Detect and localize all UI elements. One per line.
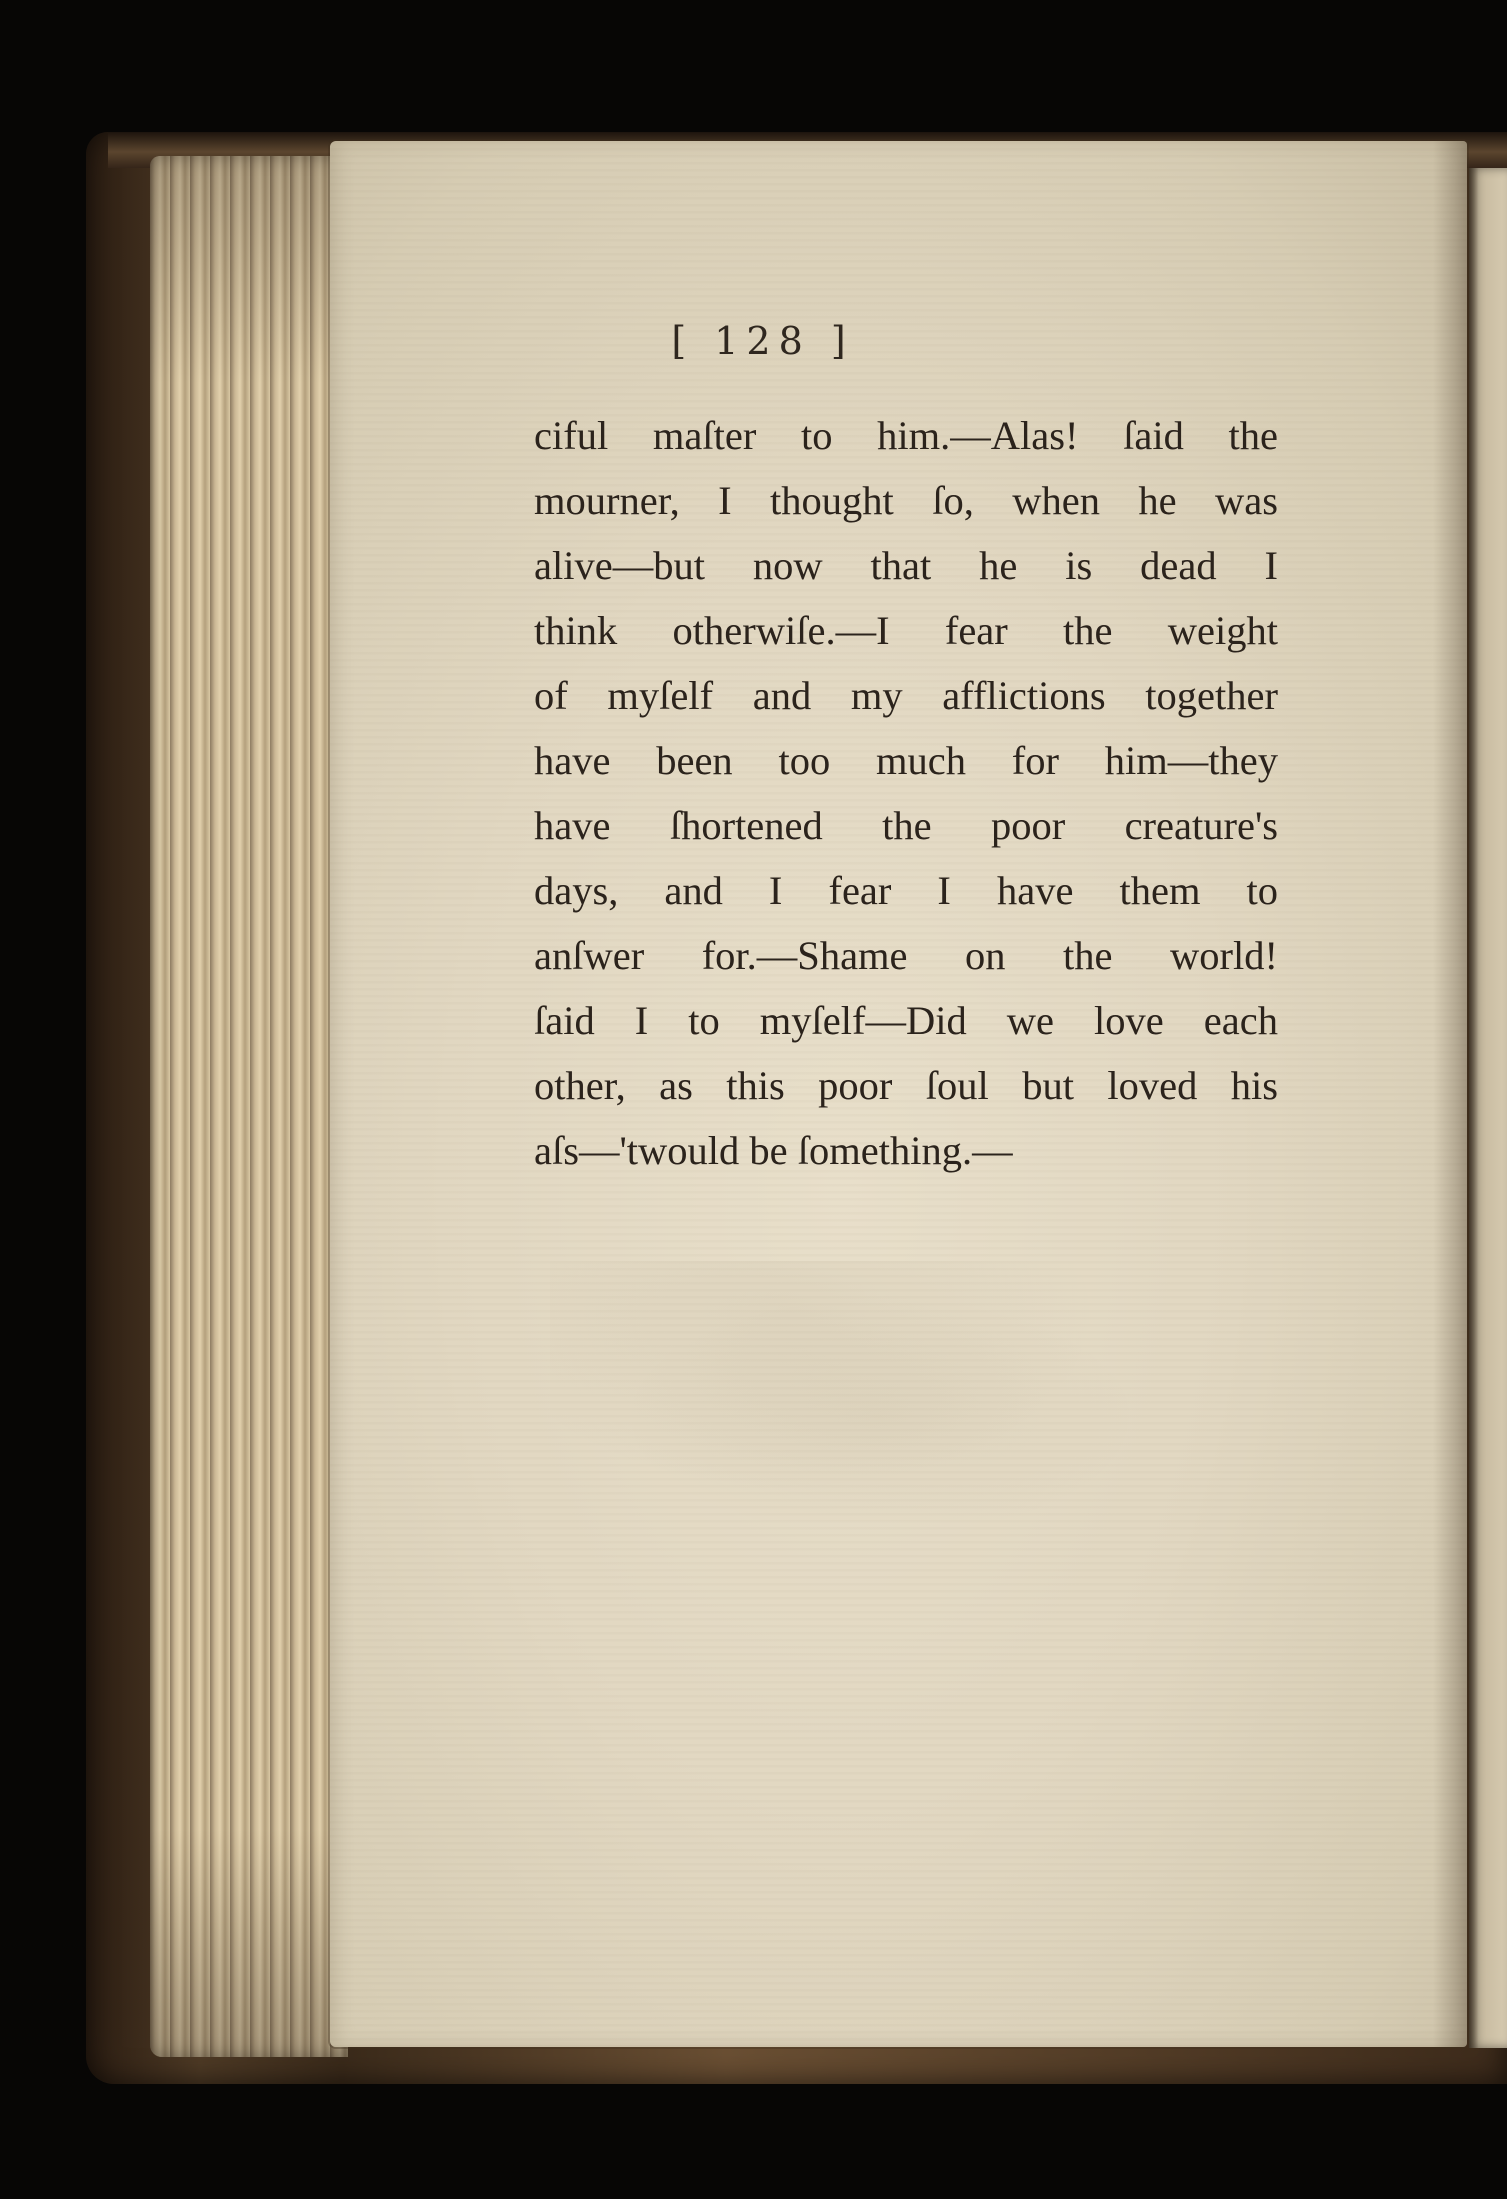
book-page xyxy=(330,141,1467,2047)
facing-page-edge xyxy=(1469,168,1507,2048)
page-number-header: [ 128 ] xyxy=(671,319,854,363)
gutter-shadow xyxy=(1433,141,1467,2047)
text-line: think otherwiſe.—I fear the weight xyxy=(534,608,1278,653)
text-line: ſaid I to myſelf—Did we love each xyxy=(534,998,1278,1043)
text-line: have been too much for him—they xyxy=(534,738,1278,783)
page-edges xyxy=(150,156,348,2057)
text-line: other, as this poor ſoul but loved his xyxy=(534,1063,1278,1108)
text-line: have ſhortened the poor creature's xyxy=(534,803,1278,848)
text-line: mourner, I thought ſo, when he was xyxy=(534,478,1278,523)
text-line: alive—but now that he is dead I xyxy=(534,543,1278,588)
text-line: of myſelf and my afflictions together xyxy=(534,673,1278,718)
show-through-stain xyxy=(550,1261,1150,1521)
text-line-last: aſs—'twould be ſomething.— xyxy=(534,1128,1013,1173)
body-text xyxy=(534,403,1278,1183)
text-line: days, and I fear I have them to xyxy=(534,868,1278,913)
text-line: anſwer for.—Shame on the world! xyxy=(534,933,1278,978)
text-line: ciful maſter to him.—Alas! ſaid the xyxy=(534,413,1278,458)
